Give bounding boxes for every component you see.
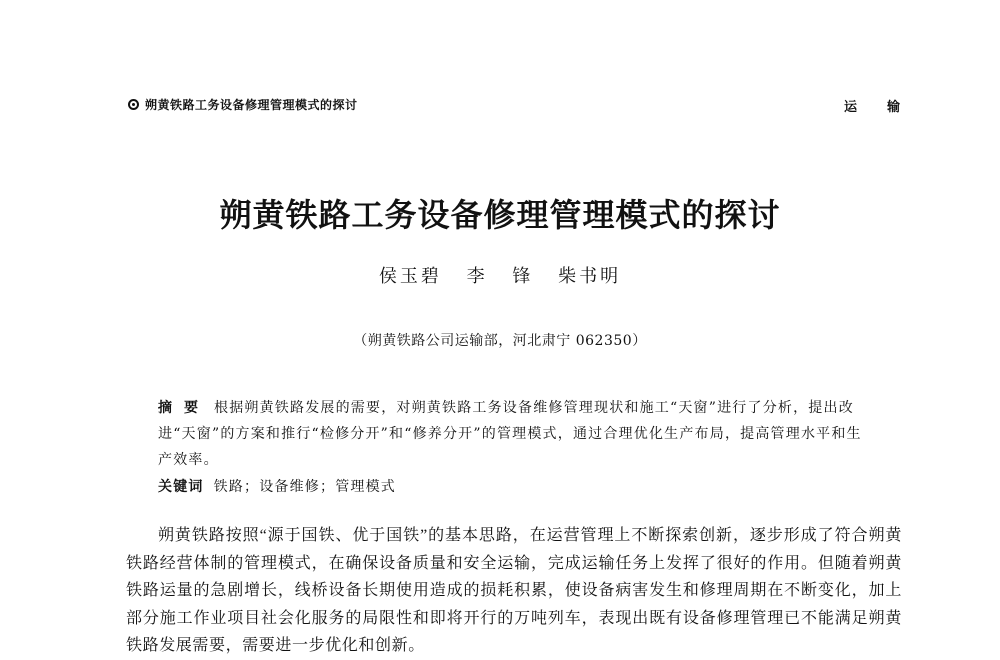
- abstract-label: 摘要: [158, 400, 210, 416]
- running-header-left: [128, 96, 358, 113]
- running-header-title: 朔黄铁路工务设备修理管理模式的探讨: [145, 98, 358, 112]
- paper-authors: 侯玉碧 李 锋 柴书明: [378, 266, 622, 287]
- keywords-text: 铁路；设备维修；管理模式: [213, 479, 397, 495]
- body-paragraph: 朔黄铁路按照“源于国铁、优于国铁”的基本思路，在运营管理上不断探索创新，逐步形成了符合朔黄铁路经营体制的管理模式，在确保设备质量和安全运输，完成运输任务上发挥了很好的作用。但随着朔黄铁路运量的急剧增长，线桥设备长期使用造成的损耗积累，使设备病害发生和修理周期在不断变化，加上部分施工作业项目社会化服务的局限性和即将开行的万吨列车，表现出既有设备修理管理已不能满足朔黄铁路发展需要，需要进一步优化和创新。: [126, 527, 902, 654]
- abstract-text: 根据朔黄铁路发展的需要，对朔黄铁路工务设备维修管理现状和施工“天窗”进行了分析，提出改进“天窗”的方案和推行“检修分开”和“修养分开”的管理模式，通过合理优化生产布局，提高管理水平和生产效率。: [158, 400, 862, 468]
- running-header-section: 运输: [843, 100, 930, 115]
- running-header: [128, 96, 930, 118]
- abstract: [158, 395, 870, 473]
- keywords-label: 关键词: [158, 479, 204, 495]
- keywords: [158, 474, 870, 500]
- paper-title: 朔黄铁路工务设备修理管理模式的探讨: [219, 196, 781, 234]
- paper-affiliation: （朔黄铁路公司运输部，河北肃宁 062350）: [353, 333, 647, 349]
- circle-bullet-icon: [128, 99, 139, 110]
